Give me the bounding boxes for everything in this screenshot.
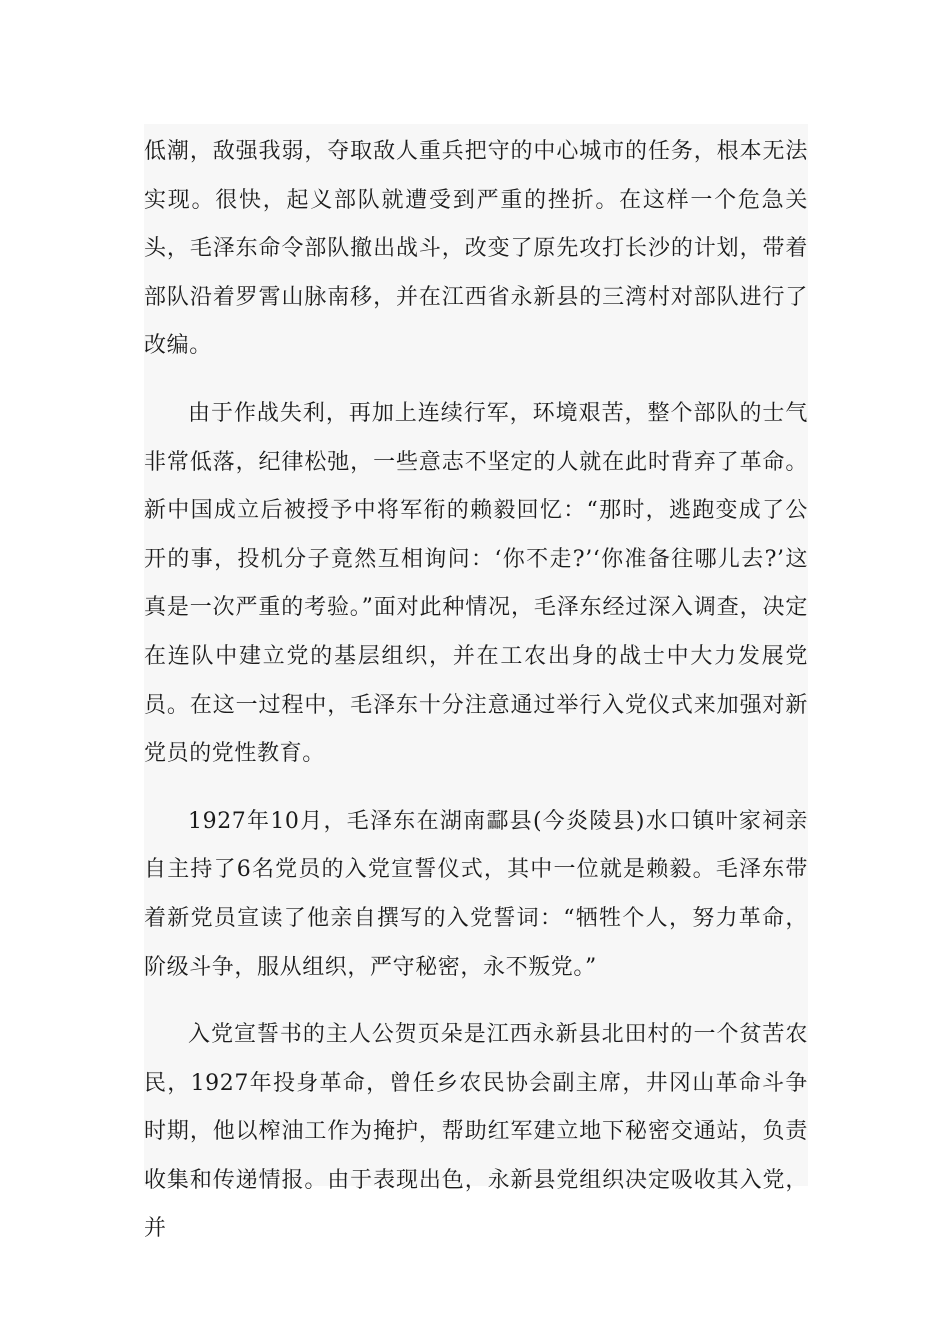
paragraph: 入党宣誓书的主人公贺页朵是江西永新县北田村的一个贫苦农民，1927年投身革命，曾任乡农民协会副主席，井冈山革命斗争时期，他以榨油工作为掩护，帮助红军建立地下秘密交通站，负责收集和传递情报。由于表现出色，永新县党组织决定吸收其入党，并 bbox=[144, 1022, 808, 1242]
paragraph: 由于作战失利，再加上连续行军，环境艰苦，整个部队的士气非常低落，纪律松弛，一些意志不坚定的人就在此时背弃了革命。新中国成立后被授予中将军衔的赖毅回忆：“那时，逃跑变成了公开的事，投机分子竟然互相询问：‘你不走?’‘你准备往哪儿去?’这真是一次严重的考验。”面对此种情况，毛泽东经过深入调查，决定在连队中建立党的基层组织，并在工农出身的战士中大力发展党员。在这一过程中，毛泽东十分注意通过举行入党仪式来加强对新党员的党性教育。 bbox=[144, 400, 808, 767]
paragraph: 低潮，敌强我弱，夺取敌人重兵把守的中心城市的任务，根本无法实现。很快，起义部队就遭受到严重的挫折。在这样一个危急关头，毛泽东命令部队撤出战斗，改变了原先攻打长沙的计划，带着部队沿着罗霄山脉南移，并在江西省永新县的三湾村对部队进行了改编。 bbox=[144, 139, 808, 359]
paragraph: 1927年10月，毛泽东在湖南酃县(今炎陵县)水口镇叶家祠亲自主持了6名党员的入党宣誓仪式，其中一位就是赖毅。毛泽东带着新党员宣读了他亲自撰写的入党誓词：“牺牲个人，努力革命，阶级斗争，服从组织，严守秘密，永不叛党。” bbox=[144, 808, 808, 980]
article-body bbox=[144, 124, 808, 1242]
